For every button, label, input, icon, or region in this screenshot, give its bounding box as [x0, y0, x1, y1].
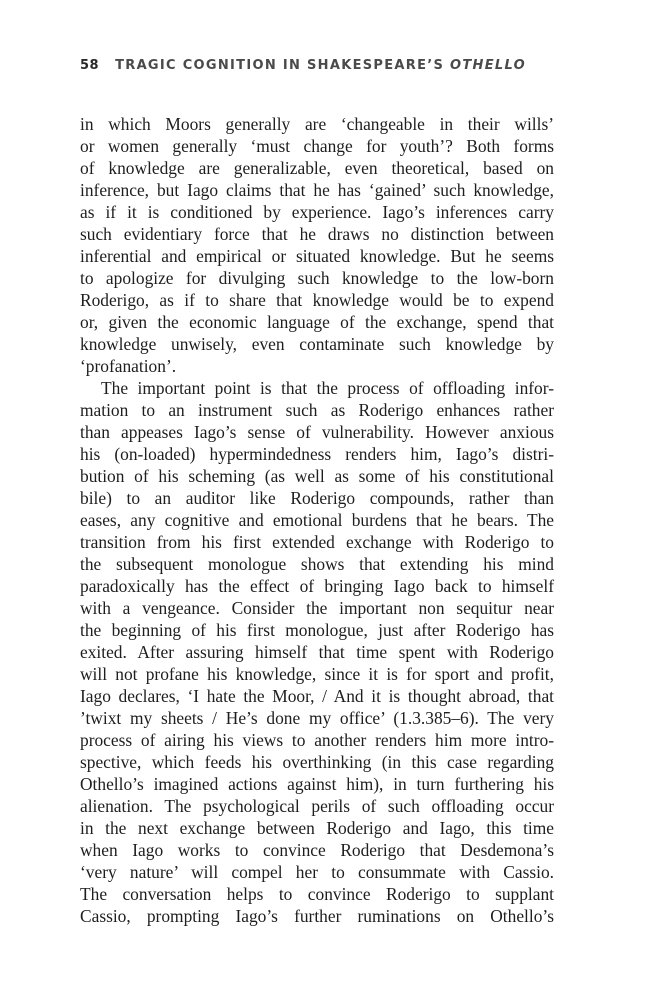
text-line: of knowledge are generalizable, even theoretical, based on: [80, 158, 554, 178]
text-line: ’twixt my sheets / He’s done my office’ (1.3.385–6). The very: [80, 708, 554, 728]
text-line: mation to an instrument such as Roderigo enhances rather: [80, 400, 554, 420]
text-line: to apologize for divulging such knowledge to the low-born: [80, 268, 554, 288]
text-line: bile) to an auditor like Roderigo compounds, rather than: [80, 488, 554, 508]
text-line: than appeases Iago’s sense of vulnerability. However anxious: [80, 422, 554, 442]
text-line: Roderigo, as if to share that knowledge would be to expend: [80, 290, 554, 310]
text-line: eases, any cognitive and emotional burdens that he bears. The: [80, 510, 554, 530]
running-head: [80, 58, 526, 73]
text-line: Cassio, prompting Iago’s further ruminations on Othello’s: [80, 906, 554, 926]
text-line: such evidentiary force that he draws no distinction between: [80, 224, 554, 244]
text-line: exited. After assuring himself that time spent with Roderigo: [80, 642, 554, 662]
text-line: bution of his scheming (as well as some of his constitutional: [80, 466, 554, 486]
text-line: alienation. The psychological perils of such offloading occur: [80, 796, 554, 816]
text-line: spective, which feeds his overthinking (in this case regarding: [80, 752, 554, 772]
text-line: knowledge unwisely, even contaminate such knowledge by: [80, 334, 554, 354]
text-line: in the next exchange between Roderigo and Iago, this time: [80, 818, 554, 838]
text-line: the subsequent monologue shows that extending his mind: [80, 554, 554, 574]
text-line: with a vengeance. Consider the important non sequitur near: [80, 598, 554, 618]
text-line: or women generally ‘must change for youth’? Both forms: [80, 136, 554, 156]
text-line: ‘very nature’ will compel her to consummate with Cassio.: [80, 862, 554, 882]
text-line: paradoxically has the effect of bringing Iago back to himself: [80, 576, 554, 596]
text-line: as if it is conditioned by experience. Iago’s inferences carry: [80, 202, 554, 222]
text-line: his (on-loaded) hypermindedness renders him, Iago’s distri-: [80, 444, 554, 464]
running-title: TRAGIC COGNITION IN SHAKESPEARE’S: [115, 58, 450, 73]
text-line: Iago declares, ‘I hate the Moor, / And it is thought abroad, that: [80, 686, 554, 706]
paragraph-1: [80, 113, 554, 377]
text-line: the beginning of his first monologue, just after Roderigo has: [80, 620, 554, 640]
text-line: inference, but Iago claims that he has ‘gained’ such knowledge,: [80, 180, 554, 200]
text-line: The conversation helps to convince Roderigo to supplant: [80, 884, 554, 904]
text-line: or, given the economic language of the exchange, spend that: [80, 312, 554, 332]
text-line: inferential and empirical or situated knowledge. But he seems: [80, 246, 554, 266]
text-line: in which Moors generally are ‘changeable in their wills’: [80, 114, 554, 134]
text-line: when Iago works to convince Roderigo that Desdemona’s: [80, 840, 554, 860]
text-line: transition from his first extended exchange with Roderigo to: [80, 532, 554, 552]
text-line: Othello’s imagined actions against him), in turn furthering his: [80, 774, 554, 794]
paragraph-2: [80, 377, 554, 927]
text-line: ‘profanation’.: [80, 356, 177, 376]
page-number: 58: [80, 58, 100, 73]
text-line: process of airing his views to another renders him more intro-: [80, 730, 554, 750]
text-line: will not profane his knowledge, since it is for sport and profit,: [80, 664, 554, 684]
body-text: [80, 113, 554, 927]
text-line: The important point is that the process of offloading infor-: [101, 378, 554, 398]
running-title-italic: OTHELLO: [450, 58, 526, 73]
